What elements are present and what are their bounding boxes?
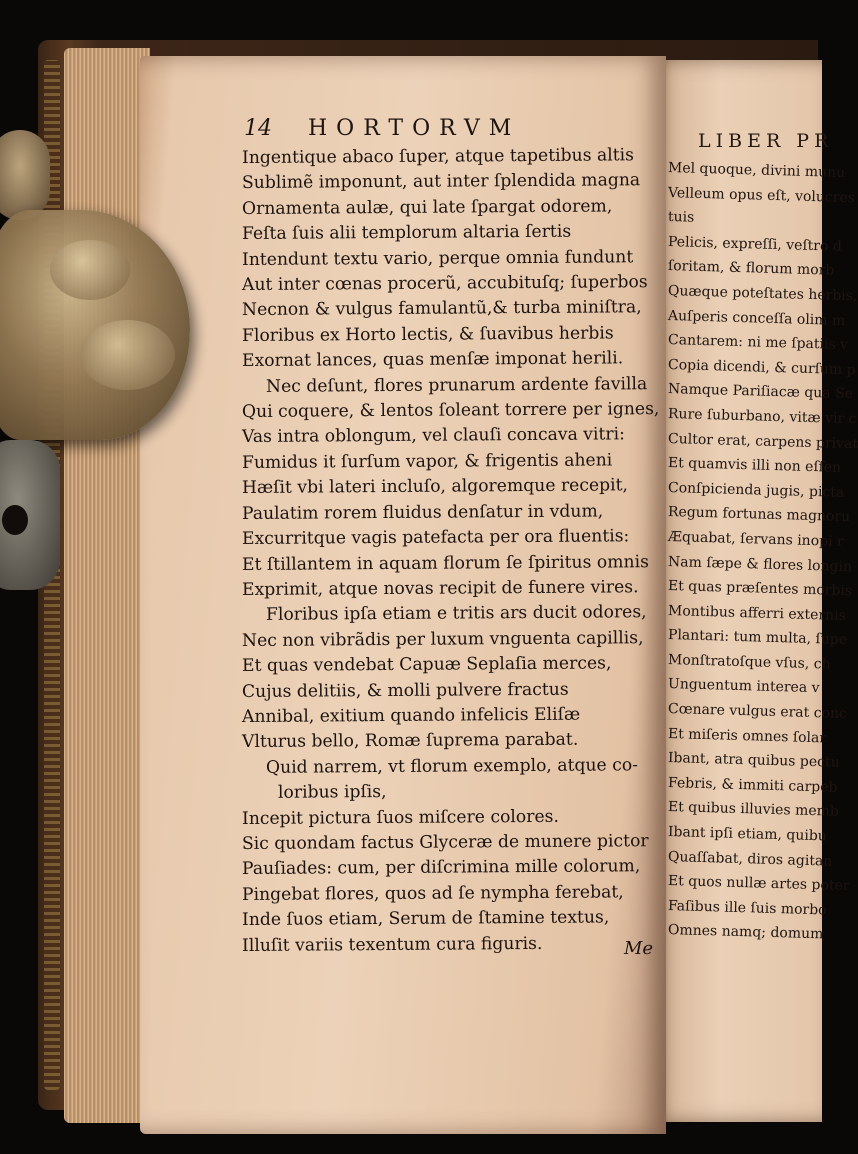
text-line: Intendunt textu vario, perque omnia fundunt — [241, 246, 634, 270]
text-line: Conſpicienda jugis, picta — [667, 479, 845, 501]
text-line: Omnes namq; domum — [667, 922, 824, 943]
text-line: tuis — [667, 209, 695, 226]
text-line: Necnon & vulgus famulantũ,& turba miniſtra, — [241, 297, 642, 321]
text-line: Mel quoque, divini munu — [667, 160, 846, 181]
text-line: Et quos nullæ artes poter — [667, 873, 850, 895]
text-line: Cœnare vulgus erat conc — [667, 701, 848, 723]
text-line: Excurritque vagis patefacta per ora fluentis: — [241, 526, 630, 550]
text-line: Quid narrem, vt florum exemplo, atque co- — [265, 754, 639, 778]
text-line: Quaſſabat, diros agitan — [667, 848, 833, 870]
text-line: Et quas præſentes morbis — [667, 578, 853, 600]
text-line: loribus ipſis, — [277, 782, 387, 803]
text-line: Nec deſunt, flores prunarum ardente favilla — [265, 373, 648, 397]
text-line: Sic quondam factus Glyceræ de munere pictor — [241, 831, 649, 854]
text-line: Et miſeris omnes ſolar — [667, 725, 827, 747]
text-line: Pelicis, expreſſi, veſtro d — [667, 233, 843, 255]
text-line: Unguentum interea v — [667, 676, 820, 697]
text-line: Montibus afferri externis — [667, 602, 847, 624]
text-line: Cultor erat, carpens privat — [667, 430, 858, 452]
right-running-head: LIBER PR — [698, 130, 834, 152]
text-line: Faſibus ille ſuis morbo — [667, 897, 827, 919]
text-line: Illuſit variis texentum cura figuris. — [241, 933, 543, 956]
text-line: Exornat lances, quas menſæ imponat herili. — [241, 348, 624, 372]
text-line: Inde ſuos etiam, Serum de ſtamine textus, — [241, 907, 610, 931]
text-line: Ingentique abaco ſuper, atque tapetibus altis — [241, 145, 634, 168]
text-line: Floribus ex Horto lectis, & ſuavibus herbis — [241, 323, 614, 346]
text-line: Qui coquere, & lentos ſoleant torrere per ignes, — [241, 399, 660, 423]
text-line: Rure ſuburbano, vitæ vir c — [667, 405, 857, 428]
running-head: HORTORVM — [308, 116, 521, 141]
clasp-lobe — [80, 320, 175, 390]
text-line: Exprimit, atque novas recipit de funere vires. — [241, 577, 639, 600]
text-line: Æquabat, ſervans inopi r — [667, 528, 844, 550]
left-page-text — [242, 146, 662, 959]
left-page-header — [244, 116, 644, 144]
text-line: Vas intra oblongum, vel clauſi concava vitri: — [241, 424, 625, 448]
text-line: Paulatim rorem fluidus denſatur in vdum, — [241, 501, 604, 524]
text-line: Annibal, exitium quando infelicis Eliſæ — [241, 704, 581, 727]
text-line: Vlturus bello, Romæ ſuprema parabat. — [241, 729, 579, 753]
text-line: Namque Pariſiacæ qua Se — [667, 381, 854, 403]
text-line: Et quamvis illi non eſſen — [667, 455, 842, 476]
catchword: Me — [624, 938, 654, 959]
text-line: Sublimẽ imponunt, aut inter ſplendida magna — [241, 170, 641, 194]
text-line: Ibant ipſi etiam, quibu — [667, 824, 827, 845]
text-line: Nam ſæpe & flores longin — [667, 553, 853, 575]
text-line: Plantari: tum multa, ſupe — [667, 627, 848, 649]
text-line: Nec non vibrãdis per luxum vnguenta capillis, — [241, 627, 644, 651]
text-line: Et quas vendebat Capuæ Seplaſia merces, — [241, 653, 612, 677]
text-line: Monſtratoſque vſus, ch — [667, 651, 831, 673]
page-number: 14 — [244, 116, 272, 141]
text-line: Floribus ipſa etiam e tritis ars ducit odores, — [265, 602, 647, 626]
text-line: Aut inter cœnas procerũ, accubituſq; ſuperbos — [241, 272, 648, 296]
text-line: Velleum opus eſt, volucres — [667, 184, 856, 206]
text-line: Copia dicendi, & curſum p — [667, 356, 856, 378]
text-line: Pauſiades: cum, per diſcrimina mille colorum, — [241, 856, 641, 880]
brass-clasp-upper — [0, 130, 50, 220]
right-page-text — [668, 156, 858, 943]
text-line: Pingebat flores, quos ad ſe nympha ferebat, — [241, 882, 624, 905]
text-line: Fumidus it ſurſum vapor, & frigentis aheni — [241, 450, 613, 473]
text-line: Et ſtillantem in aquam florum ſe ſpiritus omnis — [241, 551, 649, 575]
text-line: Incepit pictura ſuos miſcere colores. — [241, 806, 559, 829]
text-line: Regum fortunas magnoru — [667, 504, 851, 526]
text-line: Feſta ſuis alii templorum altaria ſertis — [241, 221, 572, 245]
text-line: Ornamenta aulæ, qui late ſpargat odorem, — [241, 196, 613, 219]
clasp-lobe — [50, 240, 130, 300]
text-line: Quæque poteſtates herbis, — [667, 282, 858, 305]
text-line: Cantarem: ni me ſpatiis v — [667, 332, 849, 354]
text-line: Auſperis conceſſa olim m — [667, 307, 846, 329]
text-line: ſoritam, & florum morb — [667, 258, 835, 280]
catch-hole — [2, 505, 28, 535]
text-line: Hæſit vbi lateri incluſo, algoremque recepit, — [241, 475, 629, 499]
text-line: Et quibus illuvies memb — [667, 799, 840, 821]
text-line: Cujus delitiis, & molli pulvere fractus — [241, 679, 569, 702]
text-line: Ibant, atra quibus pectu — [667, 750, 840, 772]
text-line: Febris, & immiti carpeb — [667, 774, 838, 796]
